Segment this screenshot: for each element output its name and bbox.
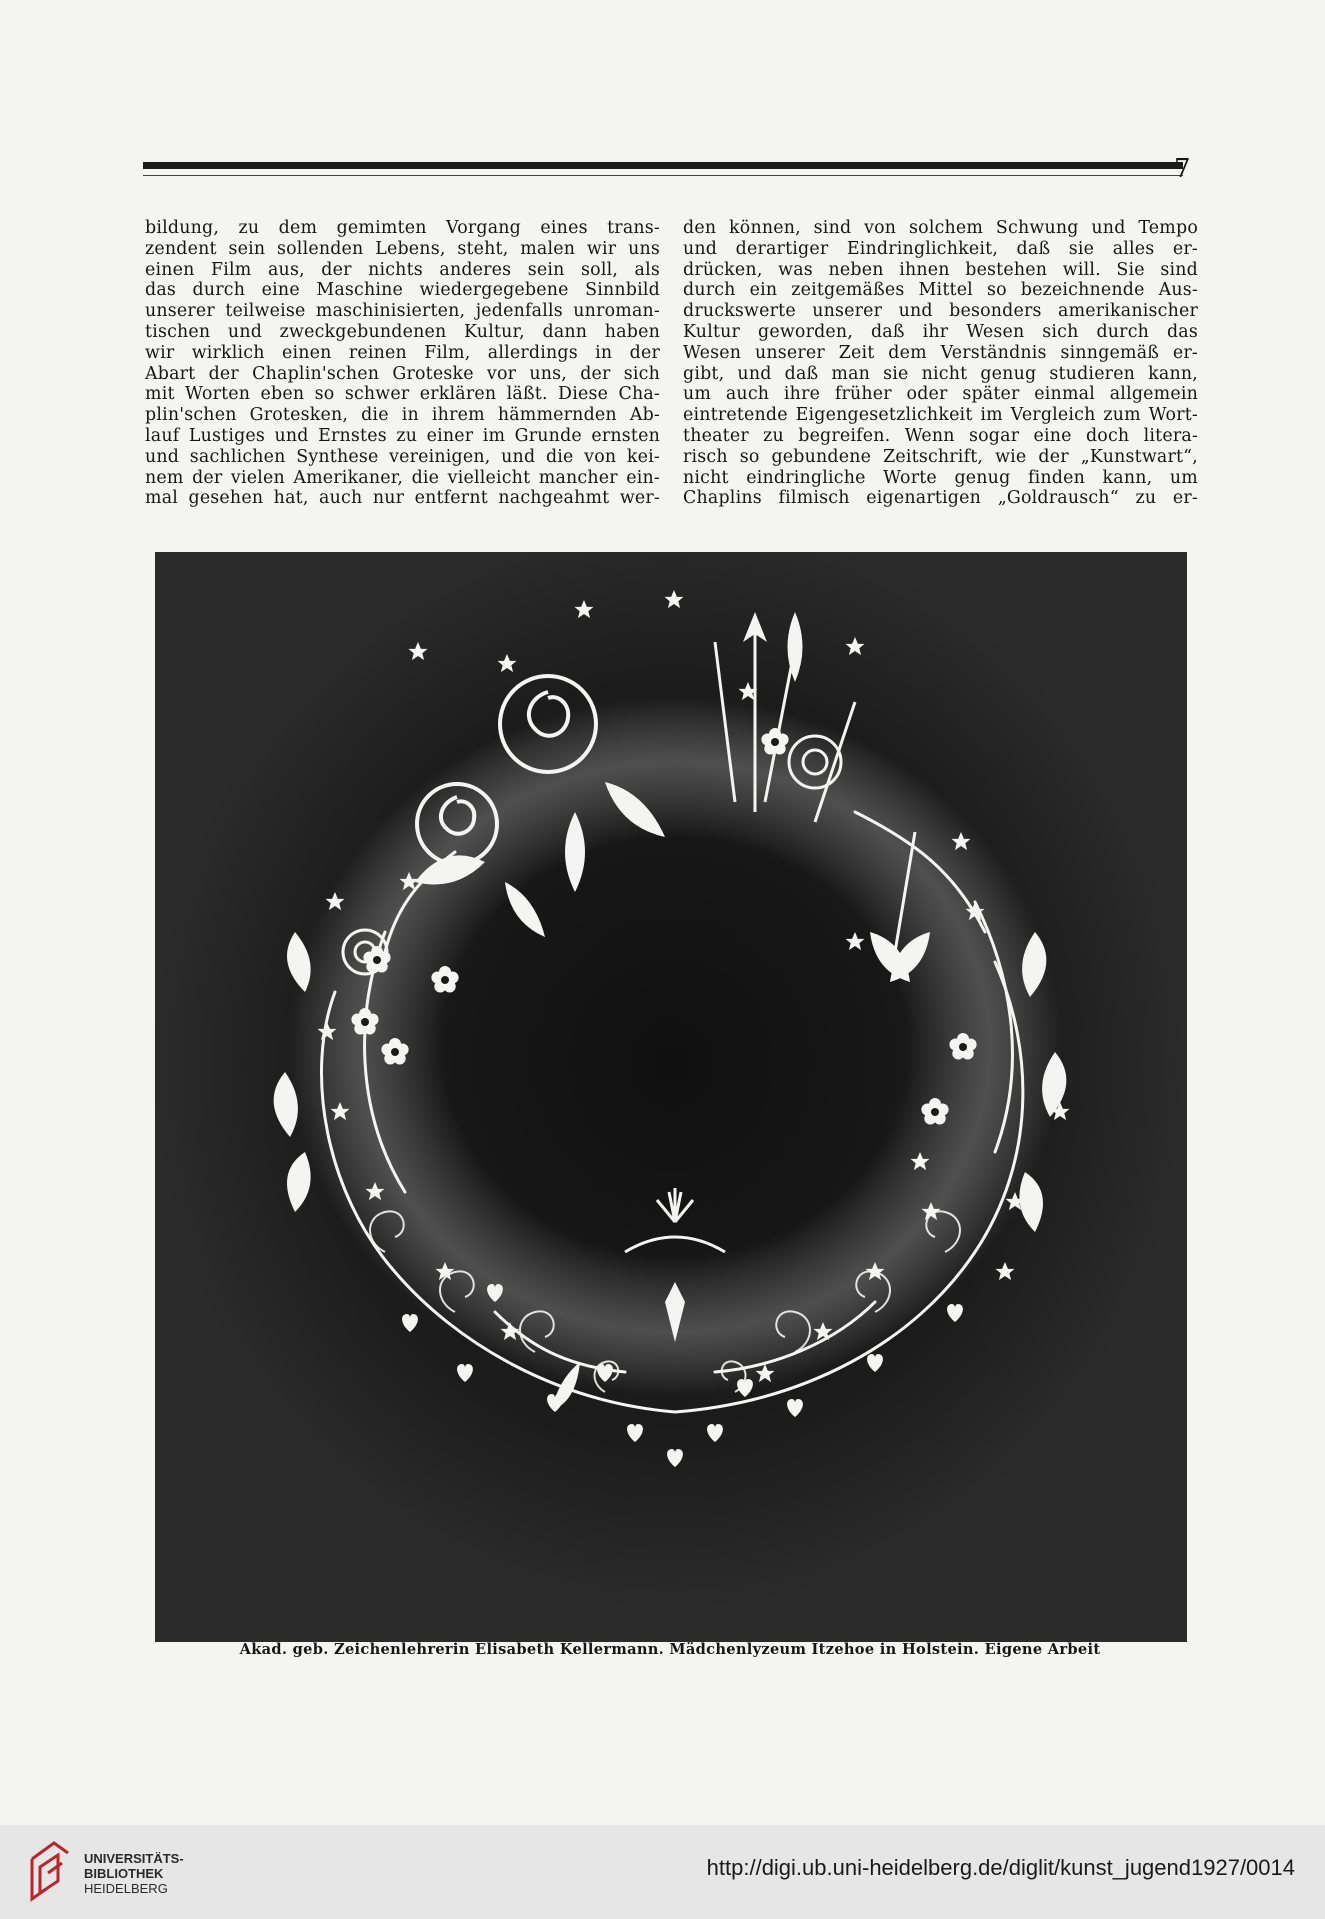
footer-bar — [0, 1825, 1325, 1919]
text-line: theater zu begreifen. Wenn sogar eine doch litera- — [683, 425, 1198, 446]
text-line: lauf Lustiges und Ernstes zu einer im Grunde ernsten — [145, 425, 660, 446]
text-line: um auch ihre früher oder später einmal allgemein — [683, 384, 1198, 405]
text-line: Abart der Chaplin'schen Groteske vor uns, der sich — [145, 363, 660, 384]
text-line: eintretende Eigengesetzlichkeit im Vergleich zum Wort- — [683, 405, 1198, 426]
text-column-right — [683, 218, 1198, 509]
text-line: plin'schen Grotesken, die in ihrem hämmernden Ab- — [145, 405, 660, 426]
text-line: Chaplins filmisch eigenartigen „Goldrausch“ zu er- — [683, 488, 1198, 509]
text-line: durch ein zeitgemäßes Mittel so bezeichnende Aus- — [683, 280, 1198, 301]
text-line: zendent sein sollenden Lebens, steht, malen wir uns — [145, 238, 660, 259]
header-rule — [143, 162, 1183, 178]
text-line: mal gesehen hat, auch nur entfernt nachgeahmt wer- — [145, 488, 660, 509]
library-name-line3: HEIDELBERG — [84, 1881, 168, 1896]
text-line: nem der vielen Amerikaner, die vielleicht mancher ein- — [145, 467, 660, 488]
library-name — [84, 1851, 184, 1896]
header-rule-thin — [143, 175, 1183, 176]
text-line: den können, sind von solchem Schwung und Tempo — [683, 218, 1198, 238]
page-number: 7 — [1174, 154, 1191, 184]
source-url[interactable]: http://digi.ub.uni-heidelberg.de/diglit/kunst_jugend1927/0014 — [706, 1855, 1295, 1880]
text-line: und derartiger Eindringlichkeit, daß sie alles er- — [683, 238, 1198, 259]
library-name-line2: BIBLIOTHEK — [84, 1866, 164, 1881]
text-line: risch so gebundene Zeitschrift, wie der „Kunstwart“, — [683, 446, 1198, 467]
library-name-line1: UNIVERSITÄTS- — [84, 1851, 184, 1866]
text-line: das durch eine Maschine wiedergegebene Sinnbild — [145, 280, 660, 301]
text-line: druckswerte unserer und besonders amerikanischer — [683, 301, 1198, 322]
text-line: einen Film aus, der nichts anderes sein soll, als — [145, 259, 660, 280]
text-column-left — [145, 218, 660, 509]
text-line: gibt, und daß man sie nicht genug studieren kann, — [683, 363, 1198, 384]
wreath-illustration — [155, 552, 1187, 1642]
text-line: unserer teilweise maschinisierten, jedenfalls unroman- — [145, 301, 660, 322]
header-rule-thick — [143, 162, 1183, 169]
text-line: drücken, was neben ihnen bestehen will. Sie sind — [683, 259, 1198, 280]
text-line: Wesen unserer Zeit dem Verständnis sinngemäß er- — [683, 342, 1198, 363]
text-line: nicht eindringliche Worte genug finden kann, um — [683, 467, 1198, 488]
image-caption: Akad. geb. Zeichenlehrerin Elisabeth Kellermann. Mädchenlyzeum Itzehoe in Holstein. Eigene Arbeit — [239, 1641, 1101, 1658]
text-line: Kultur geworden, daß ihr Wesen sich durch das — [683, 321, 1198, 342]
library-logo-icon — [26, 1837, 74, 1905]
text-line: tischen und zweckgebundenen Kultur, dann haben — [145, 321, 660, 342]
text-line: und sachlichen Synthese vereinigen, und die von kei- — [145, 446, 660, 467]
text-line: mit Worten eben so schwer erklären läßt. Diese Cha- — [145, 384, 660, 405]
text-line: wir wirklich einen reinen Film, allerdings in der — [145, 342, 660, 363]
text-line: bildung, zu dem gemimten Vorgang eines trans- — [145, 218, 660, 238]
